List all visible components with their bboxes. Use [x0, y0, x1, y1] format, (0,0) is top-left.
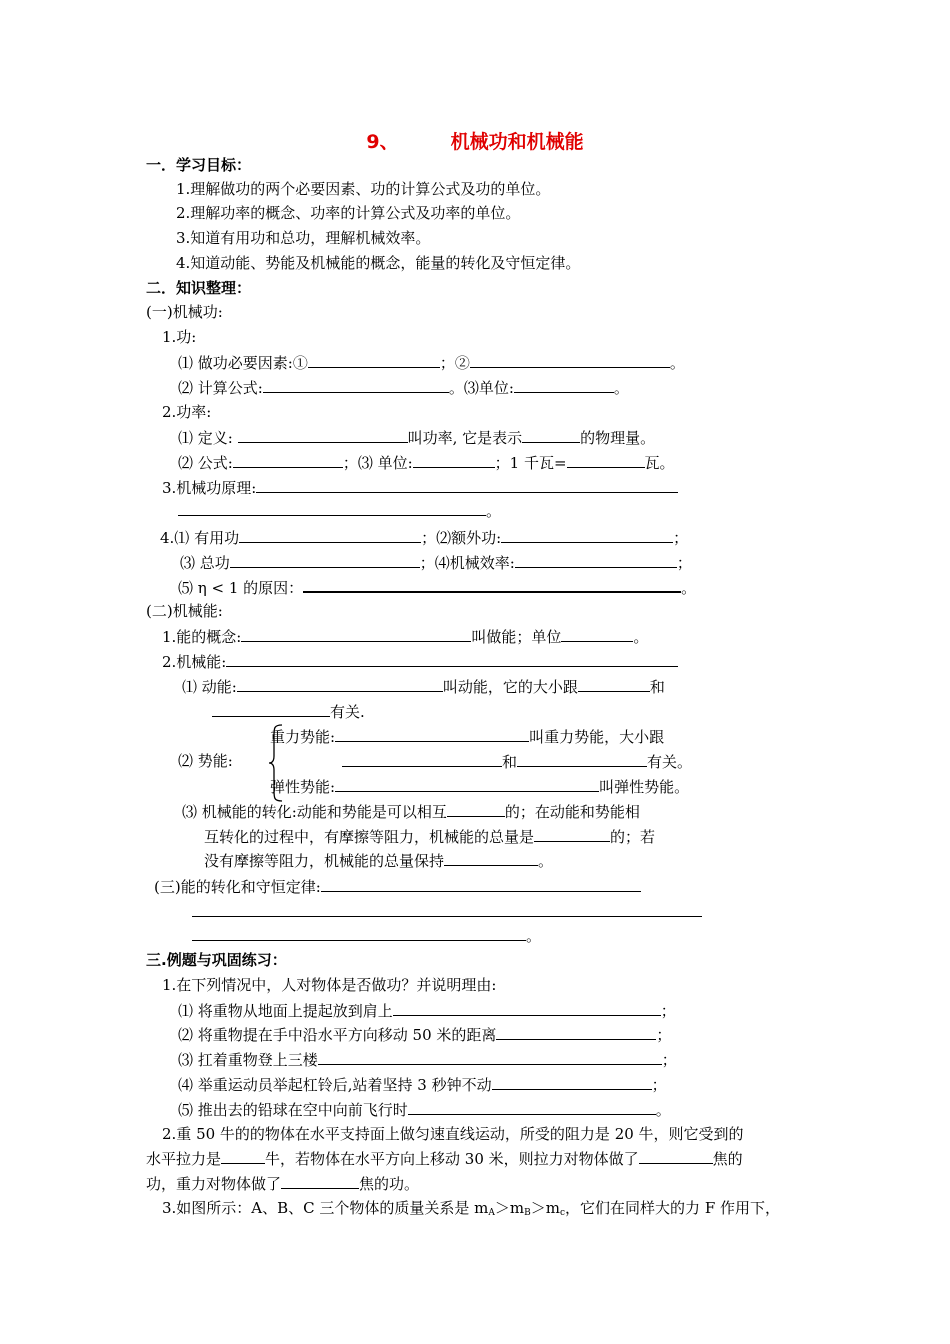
blank-without-friction[interactable] — [444, 850, 538, 866]
question-2-line-3: 功，重力对物体做了 焦的功。 — [146, 1175, 420, 1193]
question-1-item-1: ⑴ 将重物从地面上提起放到肩上 ； — [178, 1002, 676, 1020]
energy-transform-line-1: ⑶ 机械能的转化:动能和势能是可以相互 的；在动能和势能相 — [182, 803, 640, 821]
blank-with-friction[interactable] — [534, 826, 610, 842]
part-1-heading: (一)机械功: — [146, 303, 223, 321]
potential-energy-label: ⑵ 势能: — [178, 752, 233, 770]
power-heading: 2.功率: — [162, 403, 212, 421]
question-1-item-2: ⑵ 将重物提在手中沿水平方向移动 50 米的距离 ； — [178, 1026, 672, 1044]
blank-power-unit[interactable] — [413, 452, 495, 468]
blank-power-definition[interactable] — [238, 427, 408, 443]
goal-item-3: 3.知道有用功和总功，理解机械效率。 — [176, 229, 431, 247]
title-text: 机械功和机械能 — [450, 131, 584, 153]
energy-transform-line-3: 没有摩擦等阻力，机械能的总量保持 。 — [204, 852, 554, 870]
blank-gravity-definition[interactable] — [335, 726, 529, 742]
blank-q1-1[interactable] — [393, 1000, 661, 1016]
blank-energy-unit[interactable] — [561, 626, 633, 642]
useful-work-line: 4.⑴ 有用功 ；⑵额外功: ； — [160, 529, 689, 547]
blank-kinetic-factor-1[interactable] — [578, 676, 650, 692]
work-principle-line-2: 。 — [178, 500, 501, 521]
blank-power-formula[interactable] — [233, 452, 343, 468]
section-3-heading: 三.例题与巩固练习： — [146, 951, 287, 969]
blank-conservation-1[interactable] — [321, 876, 641, 892]
blank-mechanical-energy[interactable] — [226, 651, 678, 667]
work-heading: 1.功: — [162, 328, 197, 346]
blank-kinetic-definition[interactable] — [237, 676, 443, 692]
question-2-line-1: 2.重 50 牛的的物体在水平支持面上做匀速直线运动，所受的阻力是 20 牛，则它受到的 — [162, 1125, 744, 1143]
goal-item-4: 4.知道动能、势能及机械能的概念，能量的转化及守恒定律。 — [176, 254, 581, 272]
blank-extra-work[interactable] — [501, 527, 673, 543]
goal-item-2: 2.理解功率的概念、功率的计算公式及功率的单位。 — [176, 204, 521, 222]
mechanical-energy-line: 2.机械能: — [162, 651, 678, 672]
power-formula-line: ⑵ 公式: ；⑶ 单位: ；1 千瓦= 瓦。 — [178, 454, 675, 472]
blank-q1-3[interactable] — [318, 1049, 662, 1065]
blank-q2-pull[interactable] — [221, 1148, 265, 1164]
work-formula-line: ⑵ 计算公式: 。⑶单位: 。 — [178, 379, 629, 397]
section-1-heading: 一．学习目标： — [146, 156, 252, 174]
page-title — [0, 127, 950, 154]
blank-q2-work-pull[interactable] — [639, 1148, 713, 1164]
title-number: 9、 — [366, 131, 399, 153]
energy-concept-line: 1.能的概念: 叫做能；单位 。 — [162, 628, 649, 646]
elastic-potential-line: 弹性势能: 叫弹性势能。 — [270, 778, 690, 796]
work-factors-line: ⑴ 做功必要因素:① ；② 。 — [178, 354, 685, 372]
energy-transform-line-2: 互转化的过程中，有摩擦等阻力，机械能的总量是 的；若 — [204, 828, 656, 846]
kinetic-energy-line-2: 有关. — [212, 701, 365, 722]
blank-efficiency-reason[interactable] — [303, 576, 681, 593]
question-3-line-1: 3.如图所示：A、B、C 三个物体的质量关系是 $m_A>m_B>m_c$，它们在同样大的力 F 作用下， — [162, 1199, 780, 1218]
blank-useful-work[interactable] — [239, 527, 421, 543]
blank-work-formula[interactable] — [263, 377, 449, 393]
blank-factor-1[interactable] — [308, 352, 440, 368]
blank-factor-2[interactable] — [470, 352, 670, 368]
conservation-line: (三)能的转化和守恒定律: — [154, 876, 641, 897]
blank-q1-4[interactable] — [492, 1074, 652, 1090]
blank-work-principle-1[interactable] — [256, 477, 678, 493]
blank-gravity-factor-2[interactable] — [517, 751, 647, 767]
blank-transform[interactable] — [447, 801, 505, 817]
work-principle-line: 3.机械功原理: — [162, 477, 678, 498]
power-definition-line: ⑴ 定义: 叫功率, 它是表示 的物理量。 — [178, 429, 656, 447]
question-2-line-2: 水平拉力是 牛，若物体在水平方向上移动 30 米，则拉力对物体做了 焦的 — [146, 1150, 743, 1168]
blank-conservation-2[interactable] — [192, 901, 702, 917]
goal-item-1: 1.理解做功的两个必要因素、功的计算公式及功的单位。 — [176, 180, 551, 198]
blank-power-meaning[interactable] — [522, 427, 580, 443]
blank-energy-concept[interactable] — [241, 626, 471, 642]
blank-conservation-3[interactable] — [192, 925, 526, 941]
blank-efficiency[interactable] — [515, 552, 677, 568]
blank-q1-5[interactable] — [408, 1099, 656, 1115]
question-1: 1.在下列情况中，人对物体是否做功？并说明理由: — [162, 976, 497, 994]
blank-q1-2[interactable] — [496, 1024, 656, 1040]
total-work-line: ⑶ 总功 ；⑷机械效率: ； — [180, 554, 692, 572]
section-2-heading: 二．知识整理： — [146, 279, 252, 297]
blank-q2-work-gravity[interactable] — [281, 1173, 359, 1189]
blank-kilowatt[interactable] — [567, 452, 645, 468]
conservation-line-2 — [192, 901, 702, 922]
blank-kinetic-factor-2[interactable] — [212, 701, 330, 717]
gravity-potential-line: 重力势能: 叫重力势能，大小跟 — [270, 728, 665, 746]
blank-gravity-factor-1[interactable] — [342, 751, 502, 767]
conservation-line-3: 。 — [192, 925, 541, 946]
part-2-heading: (二)机械能: — [146, 602, 223, 620]
blank-total-work[interactable] — [230, 552, 420, 568]
kinetic-energy-line: ⑴ 动能: 叫动能，它的大小跟 和 — [182, 678, 665, 696]
blank-work-unit[interactable] — [514, 377, 614, 393]
question-1-item-4: ⑷ 举重运动员举起杠铃后,站着坚持 3 秒钟不动 ； — [178, 1076, 667, 1094]
question-1-item-5: ⑸ 推出去的铅球在空中向前飞行时 。 — [178, 1101, 671, 1119]
efficiency-reason-line: ⑸ η < 1 的原因： 。 — [178, 576, 696, 598]
blank-work-principle-2[interactable] — [178, 500, 486, 516]
gravity-factors-line: 和 有关。 — [342, 751, 692, 772]
blank-elastic-definition[interactable] — [335, 776, 599, 792]
question-1-item-3: ⑶ 扛着重物登上三楼 ； — [178, 1051, 677, 1069]
